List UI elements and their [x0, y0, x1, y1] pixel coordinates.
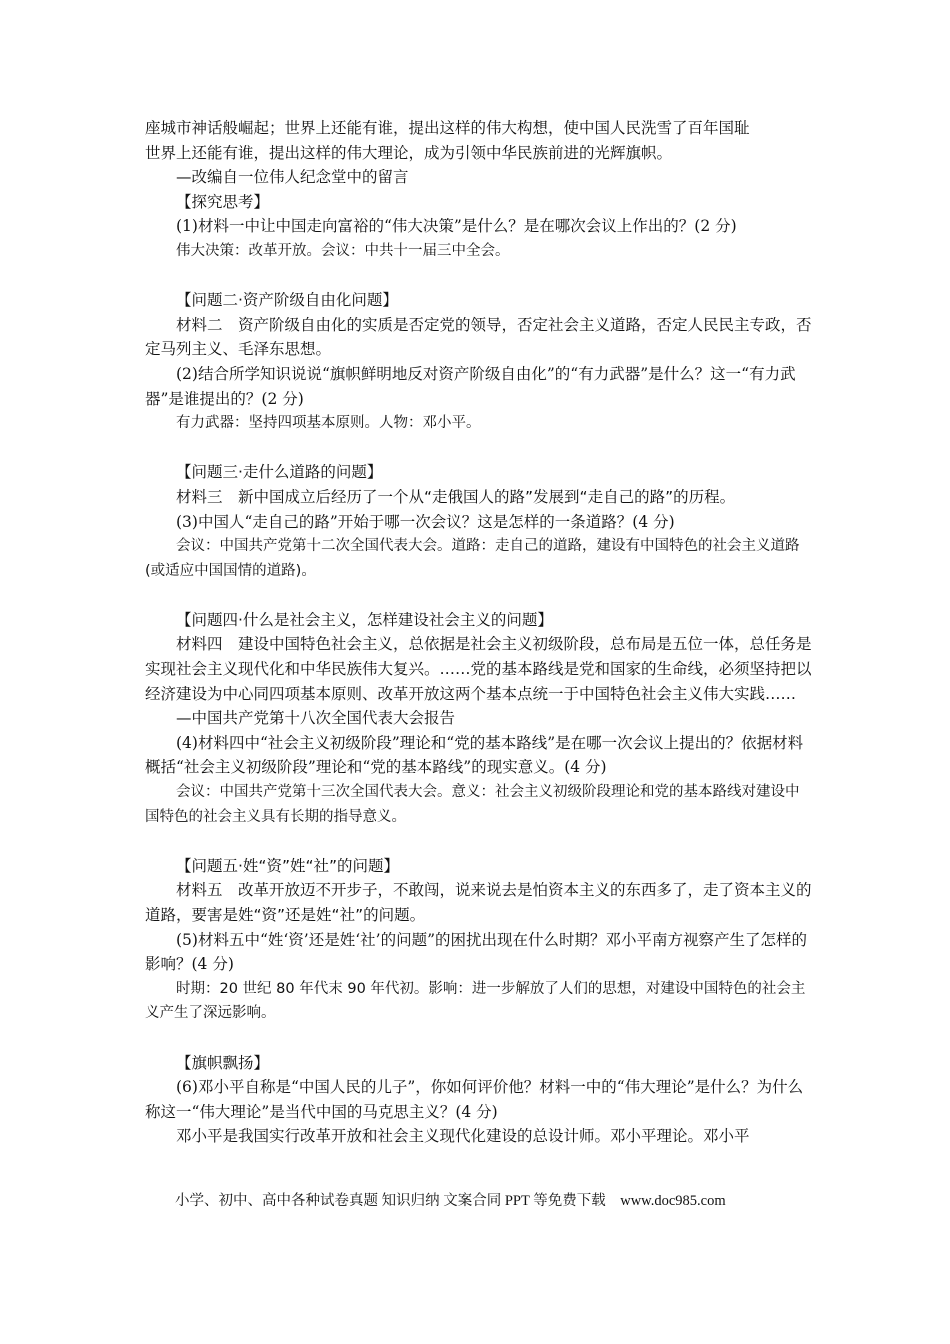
question-1: (1)材料一中让中国走向富裕的“伟大决策”是什么？是在哪次会议上作出的？(2 分)	[176, 217, 737, 236]
question-2: (2)结合所学知识说说“旗帜鲜明地反对资产阶级自由化”的“有力武器”是什么？这一“有力武器”是谁提出的？(2 分)	[145, 364, 796, 408]
question-4: (4)材料四中“社会主义初级阶段”理论和“党的基本路线”是在哪一次会议上提出的？依据材料概括“社会主义初级阶段”理论和“党的基本路线”的现实意义。(4 分)	[145, 733, 804, 777]
section6-heading: 【旗帜飘扬】	[176, 1053, 270, 1072]
spacer	[145, 829, 813, 854]
question-6: (6)邓小平自称是“中国人民的儿子”，你如何评价他？材料一中的“伟大理论”是什么？为什么称这一“伟大理论”是当代中国的马克思主义？(4 分)	[145, 1078, 804, 1121]
section3-material: 材料三 新中国成立后经历了一个从“走俄国人的路”发展到“走自己的路”的历程。	[176, 487, 736, 506]
explore-heading: 【探究思考】	[176, 192, 270, 211]
section5-heading: 【问题五·姓“资”姓“社”的问题】	[176, 856, 400, 875]
answer-3: 会议：中国共产党第十二次全国代表大会。道路：走自己的道路，建设有中国特色的社会主义道路(或适应中国国情的道路)。	[145, 538, 800, 579]
question-5: (5)材料五中“姓‘资’还是姓‘社’的问题”的困扰出现在什么时期？邓小平南方视察产生了怎样的影响？(4 分)	[145, 930, 808, 974]
question-3: (3)中国人“走自己的路”开始于哪一次会议？这是怎样的一条道路？(4 分)	[176, 512, 675, 531]
spacer	[145, 1026, 813, 1051]
section4-heading: 【问题四·什么是社会主义，怎样建设社会主义的问题】	[176, 610, 553, 629]
spacer	[145, 583, 813, 608]
section5-material: 材料五 改革开放迈不开步子，不敢闯，说来说去是怕资本主义的东西多了，走了资本主义的道路，要害是姓“资”还是姓“社”的问题。	[145, 881, 812, 924]
intro-source: —改编自一位伟人纪念堂中的留言	[176, 168, 409, 187]
section4-material: 材料四 建设中国特色社会主义，总依据是社会主义初级阶段，总布局是五位一体，总任务是实现社会主义现代化和中华民族伟大复兴。……党的基本路线是党和国家的生命线，必须坚持把以经济建设为中心同四项基本原则、改革开放这两个基本点统一于中国特色社会主义伟大实践……	[145, 635, 812, 703]
section2-material: 材料二 资产阶级自由化的实质是否定党的领导，否定社会主义道路，否定人民民主专政，否定马列主义、毛泽东思想。	[145, 315, 812, 359]
spacer	[145, 264, 813, 289]
section2-heading: 【问题二·资产阶级自由化问题】	[176, 291, 398, 310]
spacer	[145, 436, 813, 461]
section3-heading: 【问题三·走什么道路的问题】	[176, 463, 383, 482]
answer-1: 伟大决策：改革开放。会议：中共十一届三中全会。	[176, 242, 510, 259]
answer-2: 有力武器：坚持四项基本原则。人物：邓小平。	[176, 415, 481, 432]
section4-source: —中国共产党第十八次全国代表大会报告	[176, 709, 456, 728]
answer-6: 邓小平是我国实行改革开放和社会主义现代化建设的总设计师。邓小平理论。邓小平	[176, 1127, 750, 1146]
answer-5: 时期：20 世纪 80 年代末 90 年代初。影响：进一步解放了人们的思想，对建设中国特色的社会主义产生了深远影响。	[145, 980, 806, 1022]
intro-line-1: 座城市神话般崛起；世界上还能有谁，提出这样的伟大构想，使中国人民洗雪了百年国耻	[145, 119, 750, 137]
answer-4: 会议：中国共产党第十三次全国代表大会。意义：社会主义初级阶段理论和党的基本路线对建设中国特色的社会主义具有长期的指导意义。	[145, 784, 800, 825]
page-footer: 小学、初中、高中各种试卷真题 知识归纳 文案合同 PPT 等免费下载 www.doc985.com	[175, 1193, 726, 1209]
intro-line-2: 世界上还能有谁，提出这样的伟大理论，成为引领中华民族前进的光辉旗帜。	[145, 143, 673, 162]
document-body	[145, 116, 813, 1149]
